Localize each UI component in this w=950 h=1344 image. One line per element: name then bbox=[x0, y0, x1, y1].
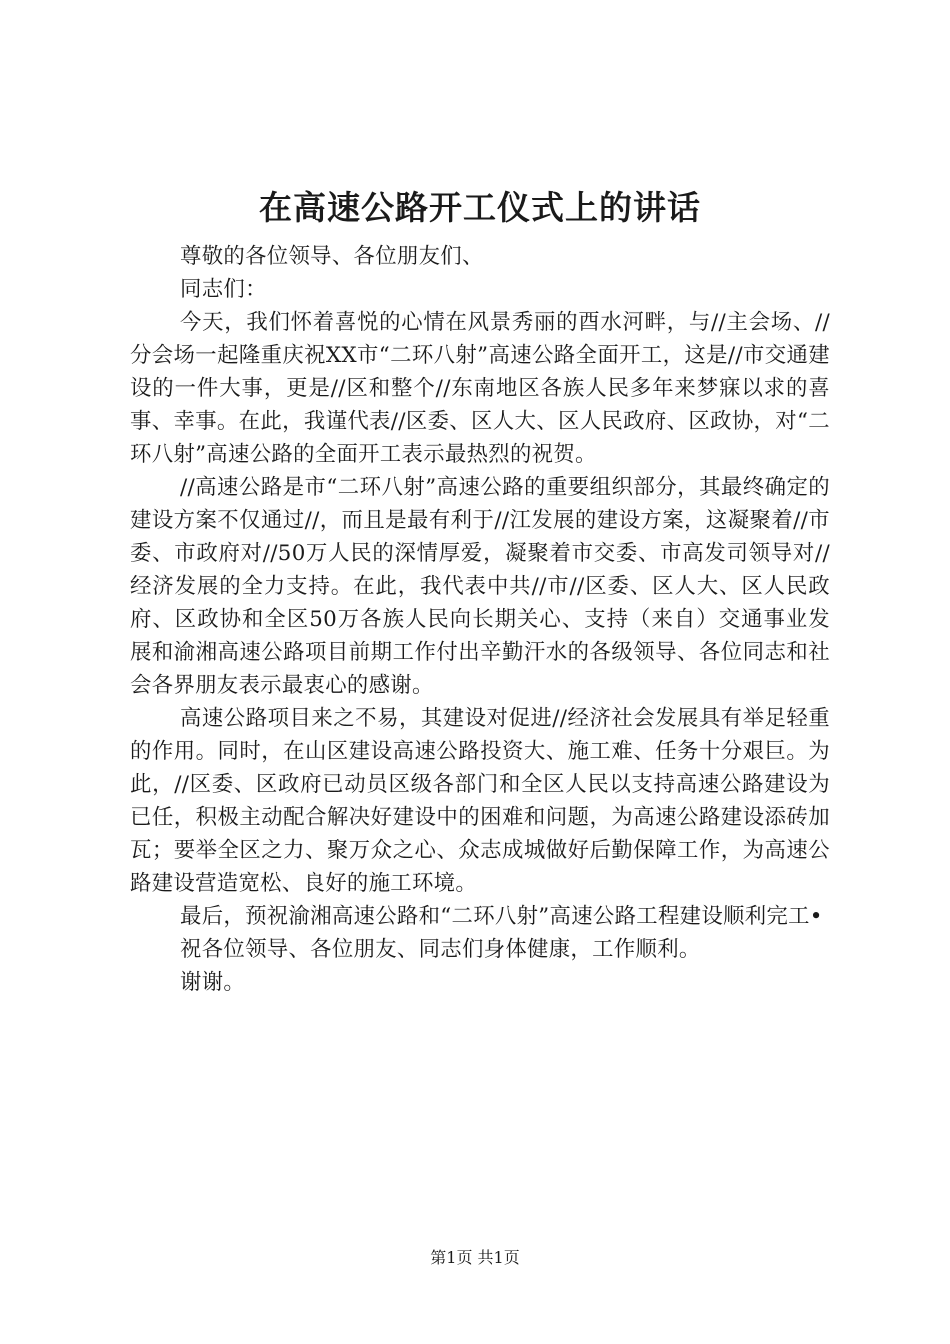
closing-wish: 祝各位领导、各位朋友、同志们身体健康，工作顺利。 bbox=[180, 937, 701, 962]
page-footer: 第1页 共1页 bbox=[430, 1248, 520, 1267]
salutation-line: 尊敬的各位领导、各位朋友们、 bbox=[180, 244, 484, 269]
salutation-line: 同志们： bbox=[180, 277, 267, 302]
document-title: 在高速公路开工仪式上的讲话 bbox=[259, 188, 701, 227]
body-paragraph: 最后，预祝渝湘高速公路和“二环八射”高速公路工程建设顺利完工• bbox=[180, 904, 823, 929]
body-paragraph: 高速公路项目来之不易，其建设对促进//经济社会发展具有举足轻重的作用。同时，在山区建设高速公路投资大、施工难、任务十分艰巨。为此，//区委、区政府已动员区级各部门和全区人民以支持高速公路建设为已任，积极主动配合解决好建设中的困难和问题，为高速公路建设添砖加瓦；要举全区之力、聚万众之心、众志成城做好后勤保障工作，为高速公路建设营造宽松、良好的施工环境。 bbox=[130, 706, 830, 896]
closing-thanks: 谢谢。 bbox=[180, 970, 246, 995]
document-page bbox=[130, 182, 830, 999]
body-paragraph: //高速公路是市“二环八射”高速公路的重要组织部分，其最终确定的建设方案不仅通过//，而且是最有利于//江发展的建设方案，这凝聚着//市委、市政府对//50万人民的深情厚爱，凝聚着市交委、市高发司领导对//经济发展的全力支持。在此，我代表中共//市//区委、区人大、区人民政府、区政协和全区50万各族人民向长期关心、支持（来自）交通事业发展和渝湘高速公路项目前期工作付出辛勤汗水的各级领导、各位同志和社会各界朋友表示最衷心的感谢。 bbox=[130, 475, 830, 698]
body-paragraph: 今天，我们怀着喜悦的心情在风景秀丽的酉水河畔，与//主会场、//分会场一起隆重庆祝XX市“二环八射”高速公路全面开工，这是//市交通建设的一件大事，更是//区和整个//东南地区各族人民多年来梦寐以求的喜事、幸事。在此，我谨代表//区委、区人大、区人民政府、区政协，对“二环八射”高速公路的全面开工表示最热烈的祝贺。 bbox=[130, 310, 830, 467]
